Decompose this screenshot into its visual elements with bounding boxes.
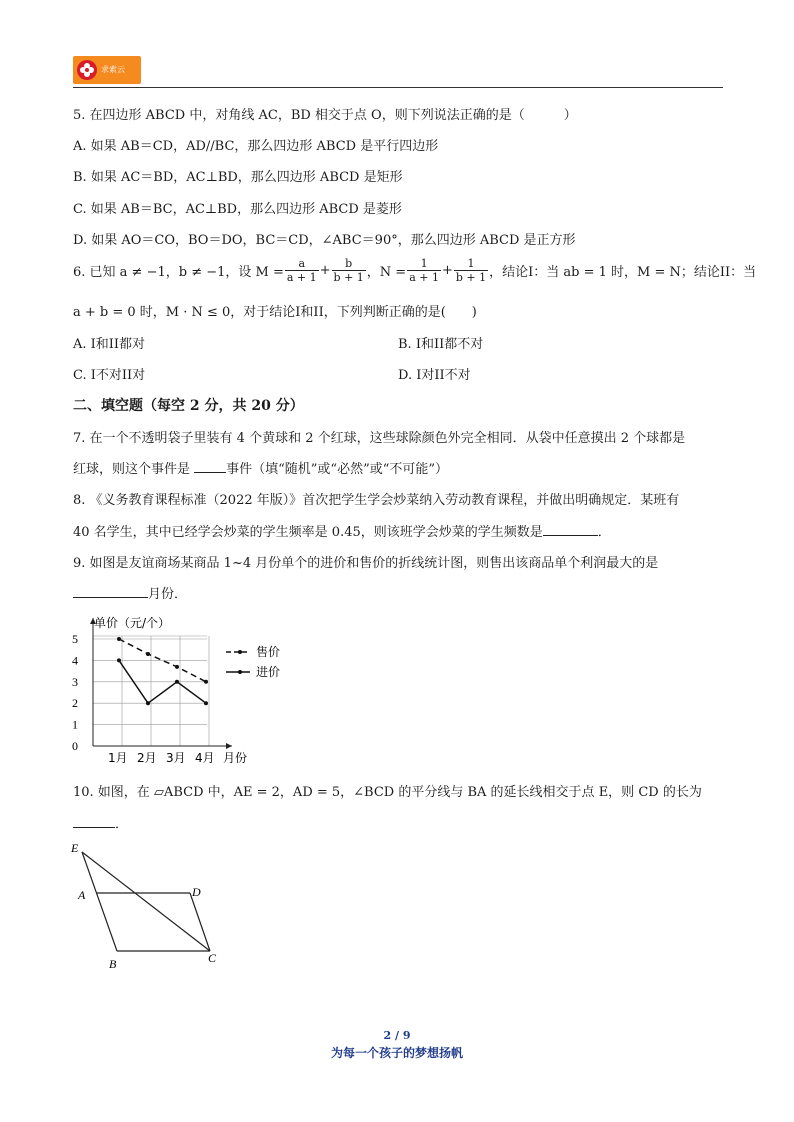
- m-fraction-2: [332, 257, 366, 284]
- q6-option-b: B. I和II都不对: [398, 337, 484, 352]
- q6-option-d: D. I对II不对: [398, 368, 471, 383]
- logo-text: 求索云: [101, 65, 125, 74]
- data-point: [204, 680, 208, 684]
- q9-answer-blank[interactable]: [73, 597, 148, 598]
- m-frac2-num: b: [332, 257, 366, 271]
- section-title: 二、填空题（每空 2 分，共 20 分）: [73, 398, 304, 414]
- q5-stem: 5. 在四边形 ABCD 中，对角线 AC，BD 相交于点 O，则下列说法正确的是（ ）: [73, 108, 577, 123]
- y-tick-label: 4: [72, 653, 78, 668]
- q9-line2-text: 月份．: [148, 587, 188, 602]
- x-tick-label: 1月: [108, 751, 128, 765]
- q5-option-b: B. 如果 AC＝BD，AC⊥BD，那么四边形 ABCD 是矩形: [73, 170, 403, 185]
- brand-logo: [73, 56, 141, 84]
- q6-option-a: A. I和II都对: [73, 337, 146, 352]
- q8-line2: [73, 521, 611, 540]
- x-axis-arrow: [226, 743, 232, 749]
- n-fraction-1: [407, 257, 441, 284]
- x-axis-label: 月份: [223, 751, 248, 765]
- legend-label: 进价: [256, 665, 281, 679]
- legend-marker: [238, 650, 242, 654]
- data-point: [117, 637, 121, 641]
- q6-part1: 6. 已知 a ≠ −1，b ≠ −1，设 M =: [73, 265, 284, 280]
- y-tick-label: 2: [72, 696, 78, 711]
- n-frac2-num: 1: [454, 257, 488, 271]
- n-frac2-den: b + 1: [455, 271, 487, 284]
- q10-answer-blank[interactable]: [73, 827, 115, 828]
- m-frac1-den: a + 1: [286, 271, 317, 284]
- q8-line2-a: 40 名学生，其中已经学会炒菜的学生频率是 0.45，则该班学会炒菜的学生频数是: [73, 525, 543, 540]
- line-EC: [82, 852, 210, 951]
- line-DC: [190, 893, 210, 951]
- q8-line2-b: ．: [597, 525, 611, 540]
- q10-line2: [73, 813, 128, 832]
- q5-option-d: D. 如果 AO＝CO，BO＝DO，BC＝CD，∠ABC＝90°，那么四边形 ABCD 是正方形: [73, 233, 576, 248]
- label-D: D: [192, 885, 201, 899]
- n-frac1-den: a + 1: [409, 271, 439, 284]
- q10-line2-text: ．: [115, 817, 129, 832]
- legend-marker: [238, 670, 242, 674]
- m-fraction-1: [285, 257, 319, 284]
- q8-line1: 8. 《义务教育课程标准（2022 年版）》首次把学生学会炒菜纳入劳动教育课程，并做出明确规定．某班有: [73, 493, 680, 508]
- line-EB: [82, 852, 117, 951]
- logo-flower-icon: [77, 60, 97, 80]
- q6-part2: ，N =: [366, 265, 407, 280]
- y-axis-label: 单价（元/个）: [94, 616, 171, 630]
- price-line-chart: [60, 610, 300, 770]
- q7-line2-a: 红球，则这个事件是: [73, 462, 195, 477]
- header-divider: [73, 87, 723, 88]
- q8-answer-blank[interactable]: [543, 535, 598, 536]
- legend-label: 售价: [256, 645, 281, 659]
- m-frac1-num: a: [285, 257, 319, 271]
- n-fraction-2: [454, 257, 488, 284]
- q5-option-c: C. 如果 AB＝BC，AC⊥BD，那么四边形 ABCD 是菱形: [73, 202, 402, 217]
- label-B: B: [109, 957, 117, 971]
- q6-line2: a + b = 0 时，M · N ≤ 0，对于结论I和II，下列判断正确的是( ): [73, 305, 477, 320]
- y-tick-label: 1: [72, 717, 78, 732]
- m-frac2-den: b + 1: [333, 271, 364, 284]
- footer-slogan: 为每一个孩子的梦想扬帆: [330, 1046, 463, 1060]
- x-tick-label: 2月: [137, 751, 157, 765]
- data-point: [146, 701, 150, 705]
- y-tick-label: 5: [72, 632, 78, 646]
- q7-line2-b: 事件（填“随机”或“必然”或“不可能”）: [226, 462, 449, 477]
- plus-sign: +: [319, 263, 331, 278]
- q7-answer-blank[interactable]: [194, 472, 226, 473]
- data-point: [146, 652, 150, 656]
- q6-line1: [73, 257, 756, 284]
- x-tick-label: 3月: [166, 751, 186, 765]
- data-point: [175, 665, 179, 669]
- y-tick-label: 0: [72, 739, 78, 753]
- data-point: [117, 658, 121, 662]
- q5-option-a: A. 如果 AB＝CD，AD//BC，那么四边形 ABCD 是平行四边形: [73, 139, 439, 154]
- data-point: [175, 680, 179, 684]
- page-number: 2 / 9: [383, 1029, 411, 1042]
- q6-option-c: C. I不对II对: [73, 368, 146, 383]
- x-tick-label: 4月: [195, 751, 215, 765]
- data-point: [204, 701, 208, 705]
- n-frac1-num: 1: [407, 257, 441, 271]
- label-C: C: [208, 951, 217, 965]
- parallelogram-figure: [65, 838, 235, 973]
- q6-part3: ，结论I：当 ab = 1 时，M = N；结论II：当: [489, 265, 757, 280]
- q10-line1: 10. 如图，在 ▱ABCD 中，AE = 2，AD = 5，∠BCD 的平分线与 BA 的延长线相交于点 E，则 CD 的长为: [73, 785, 702, 800]
- plus-sign-2: +: [441, 263, 453, 278]
- label-A: A: [78, 888, 86, 902]
- q9-line1: 9. 如图是友谊商场某商品 1~4 月份单个的进价和售价的折线统计图，则售出该商品单个利润最大的是: [73, 556, 659, 571]
- q7-line2: [73, 458, 448, 477]
- q9-line2: [73, 583, 187, 602]
- label-E: E: [71, 841, 79, 855]
- y-tick-label: 3: [72, 674, 78, 689]
- q7-line1: 7. 在一个不透明袋子里装有 4 个黄球和 2 个红球，这些球除颜色外完全相同．从袋中任意摸出 2 个球都是: [73, 431, 686, 446]
